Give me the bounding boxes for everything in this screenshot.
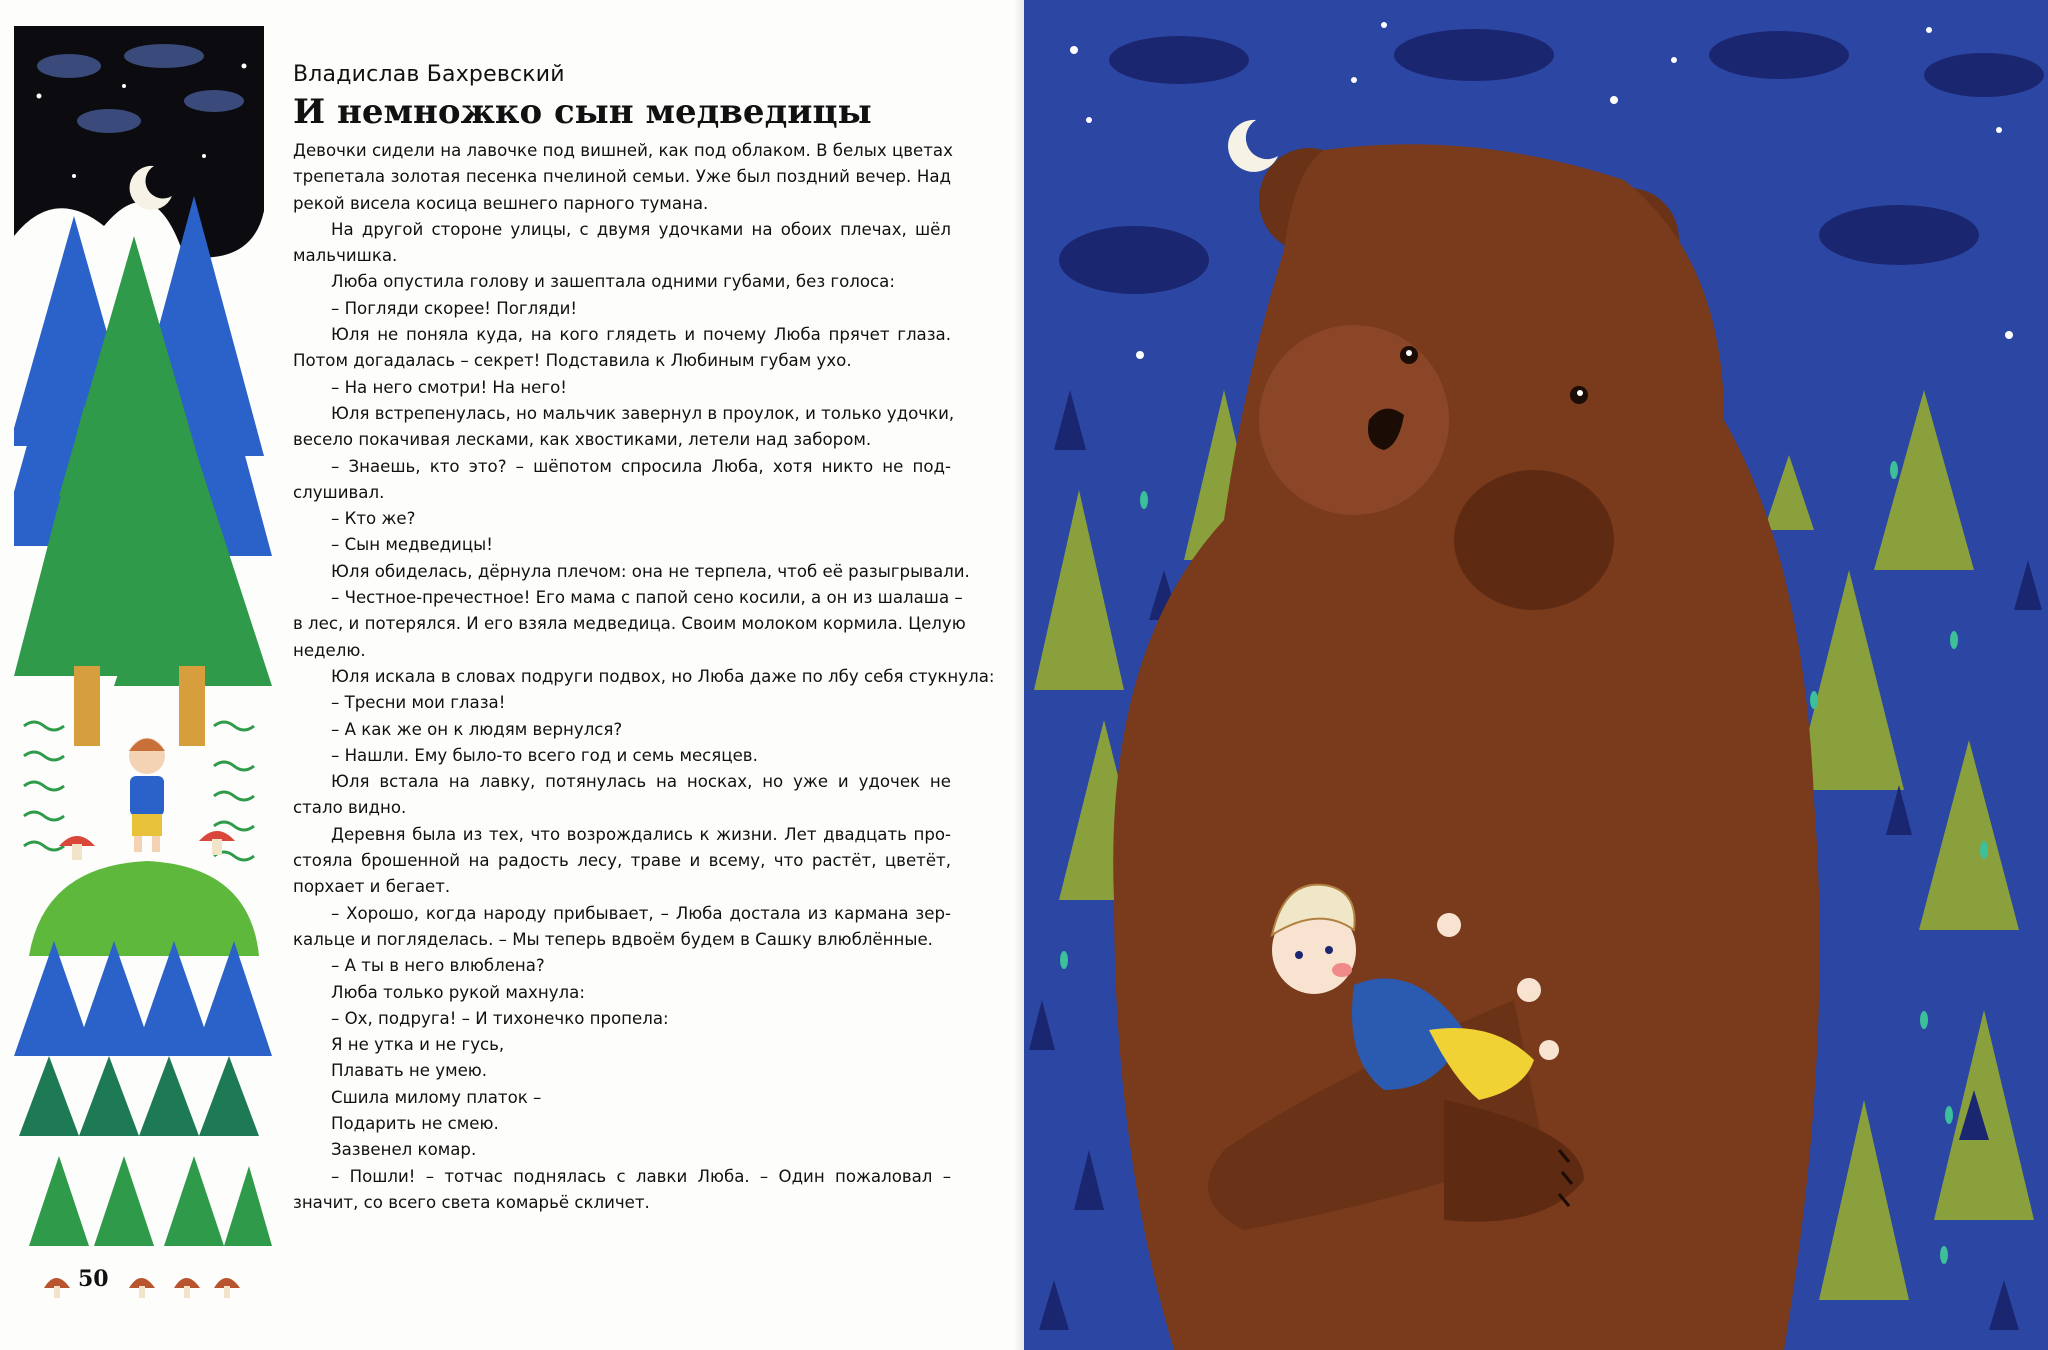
text-line: неделю. xyxy=(293,640,366,660)
bear-holding-child-illustration xyxy=(1024,0,2048,1350)
page-number: 50 xyxy=(78,1266,109,1292)
text-line: – Честное-пречестное! Его мама с папой сено косили, а он из шалаша – xyxy=(331,588,963,608)
text-line: – Погляди скорее! Погляди! xyxy=(331,298,578,318)
text-line: – Тресни мои глаза! xyxy=(331,693,506,713)
text-line: Юля искала в словах подруги подвох, но Люба даже по лбу себя стукнула: xyxy=(331,666,995,686)
story-text-column xyxy=(293,60,995,1216)
bottom-green-firs-icon xyxy=(19,1056,259,1136)
right-page xyxy=(1024,0,2048,1350)
text-line: значит, со всего света комарьё скличет. xyxy=(293,1192,650,1212)
text-line: весело покачивая лесками, как хвостиками, летели над забором. xyxy=(293,430,872,450)
text-line: порхает и бегает. xyxy=(293,877,451,897)
hill-icon xyxy=(29,861,259,956)
forest-strip-illustration xyxy=(14,26,272,1316)
text-line: в лес, и потерялся. И его взяла медведица. Своим молоком кормила. Целую xyxy=(293,614,966,634)
text-line: Юля встала на лавку, потянулась на носках, но уже и удочек не xyxy=(331,772,951,792)
small-firs-icon xyxy=(29,1156,272,1246)
text-line: Деревня была из тех, что возрождались к жизни. Лет двадцать про- xyxy=(331,824,951,844)
text-line: Я не утка и не гусь, xyxy=(331,1035,505,1055)
text-line: – Знаешь, кто это? – шёпотом спросила Люба, хотя никто не под- xyxy=(331,456,951,476)
text-line: – Пошли! – тотчас поднялась с лавки Люба. – Один пожаловал – xyxy=(331,1166,951,1186)
text-line: Люба опустила голову и зашептала одними губами, без голоса: xyxy=(331,272,895,292)
story-title: И немножко сын медведицы xyxy=(293,92,872,132)
text-line: Сшила милому платок – xyxy=(331,1087,542,1107)
text-line: слушивал. xyxy=(293,482,385,502)
bottom-blue-firs-icon xyxy=(14,941,272,1056)
text-line: Юля не поняла куда, на кого глядеть и почему Люба прячет глаза. xyxy=(331,325,951,345)
text-line: – На него смотри! На него! xyxy=(331,377,567,397)
text-line: – А ты в него влюблена? xyxy=(331,956,545,976)
text-line: кальце и погляделась. – Мы теперь вдвоём будем в Сашку влюблённые. xyxy=(293,929,933,949)
text-line: стояла брошенной на радость лесу, траве и всему, что растёт, цветёт, xyxy=(293,851,951,871)
text-line: Плавать не умею. xyxy=(331,1061,488,1081)
text-line: – Нашли. Ему было-то всего год и семь месяцев. xyxy=(331,745,758,765)
text-line: Юля обиделась, дёрнула плечом: она не терпела, чтоб её разыгрывали. xyxy=(331,561,970,581)
text-line: Люба только рукой махнула: xyxy=(331,982,585,1002)
boy-icon xyxy=(129,738,165,852)
text-line: мальчишка. xyxy=(293,246,398,266)
text-line: трепетала золотая песенка пчелиной семьи. Уже был поздний вечер. Над xyxy=(293,167,951,187)
author-name: Владислав Бахревский xyxy=(293,62,565,87)
text-line: Зазвенел комар. xyxy=(331,1140,477,1160)
text-line: – А как же он к людям вернулся? xyxy=(331,719,623,739)
bottom-mushrooms-icon xyxy=(44,1278,240,1298)
text-line: – Кто же? xyxy=(331,509,416,529)
text-line: Подарить не смею. xyxy=(331,1113,499,1133)
story-body xyxy=(293,138,995,1216)
text-line: рекой висела косица вешнего парного тумана. xyxy=(293,193,709,213)
text-line: Юля встрепенулась, но мальчик завернул в проулок, и только удочки, xyxy=(331,403,955,423)
text-line: – Сын медведицы! xyxy=(331,535,493,555)
text-line: Потом догадалась – секрет! Подставила к Любиным губам ухо. xyxy=(293,351,852,371)
text-line: стало видно. xyxy=(293,798,407,818)
text-line: – Ох, подруга! – И тихонечко пропела: xyxy=(331,1008,669,1028)
text-line: На другой стороне улицы, с двумя удочками на обоих плечах, шёл xyxy=(331,219,951,239)
text-line: – Хорошо, когда народу прибывает, – Люба достала из кармана зер- xyxy=(331,903,951,923)
text-line: Девочки сидели на лавочке под вишней, как под облаком. В белых цветах xyxy=(293,141,953,160)
